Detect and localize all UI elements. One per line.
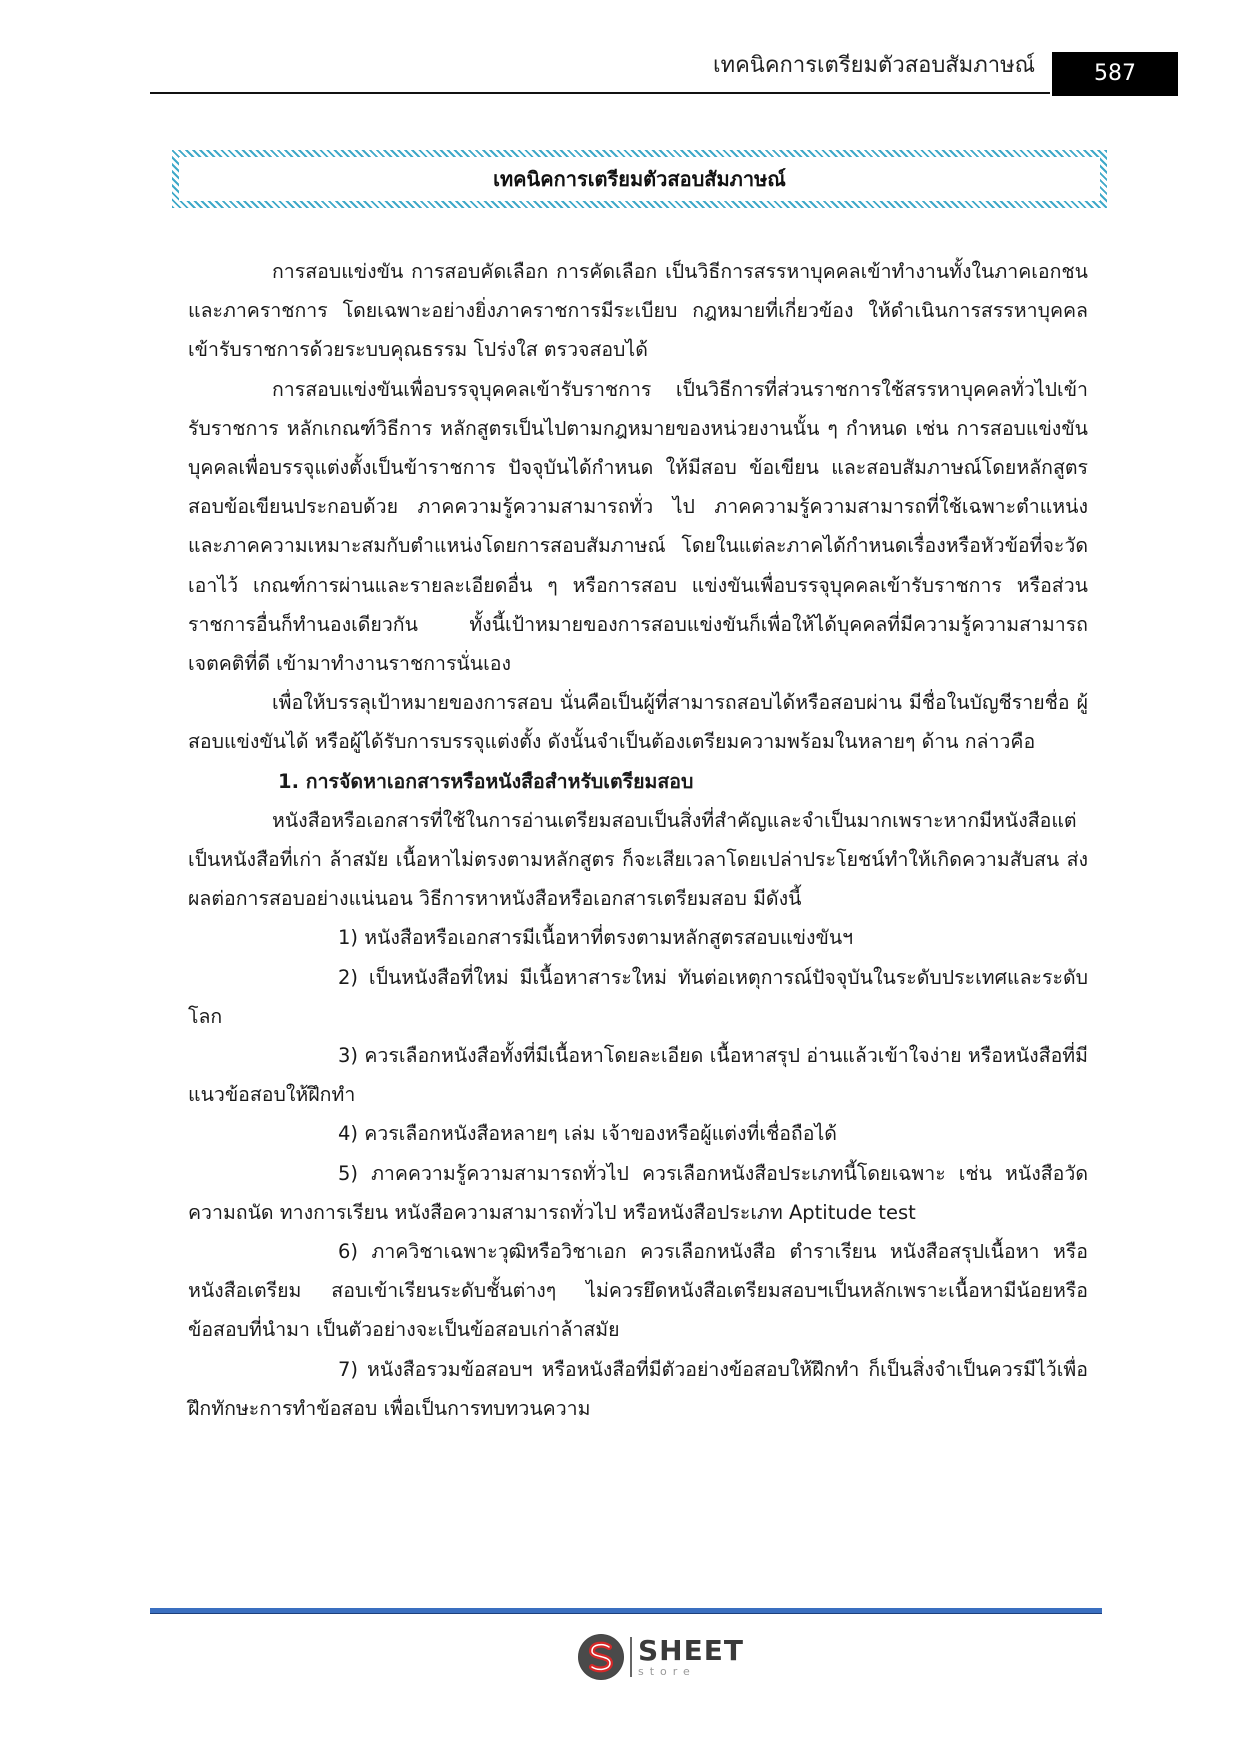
logo-text: SHEET [638,1634,744,1667]
list-item: 7) หนังสือรวมข้อสอบฯ หรือหนังสือที่มีตัวอย่างข้อสอบให้ฝึกทำ ก็เป็นสิ่งจำเป็นควรมีไว้เพื่อ ฝึกทักษะการทำข้อสอบ เพื่อเป็นการทบทวนความ [188,1357,1088,1420]
list-item: 5) ภาคความรู้ความสามารถทั่วไป ควรเลือกหนังสือประเภทนี้โดยเฉพาะ เช่น หนังสือวัดความถนัด ทางการเรียน หนังสือความสามารถทั่วไป หรือหนังสือประเภท Aptitude test [188,1161,1088,1224]
list-item: 6) ภาควิชาเฉพาะวุฒิหรือวิชาเอก ควรเลือกหนังสือ ตำราเรียน หนังสือสรุปเนื้อหา หรือหนังสือเตรียม สอบเข้าเรียนระดับชั้นต่างๆ ไม่ควรยึดหนังสือเตรียมสอบฯเป็นหลักเพราะเนื้อหามีน้อยหรือข้อสอบที่นำมา เป็นตัวอย่างจะเป็นข้อสอบเก่าล้าสมัย [188,1240,1088,1342]
logo-s-icon [578,1634,624,1680]
running-header-title: เทคนิคการเตรียมตัวสอบสัมภาษณ์ [713,53,1035,78]
list-item: 3) ควรเลือกหนังสือทั้งที่มีเนื้อหาโดยละเอียด เนื้อหาสรุป อ่านแล้วเข้าใจง่าย หรือหนังสือที่มีแนวข้อสอบให้ฝึกทำ [188,1044,1088,1107]
sheet-store-logo [578,1632,748,1682]
paragraph: การสอบแข่งขันเพื่อบรรจุบุคคลเข้ารับราชการ เป็นวิธีการที่ส่วนราชการใช้สรรหาบุคคลทั่วไปเข้ารับราชการ หลักเกณฑ์วิธีการ หลักสูตรเป็นไปตามกฎหมายของหน่วยงานนั้น ๆ กำหนด เช่น การสอบแข่งขันบุคคลเพื่อบรรจุแต่งตั้งเป็นข้าราชการ ปัจจุบันได้กำหนด ให้มีสอบ ข้อเขียน และสอบสัมภาษณ์โดยหลักสูตรสอบข้อเขียนประกอบด้วย ภาคความรู้ความสามารถทั่ว ไป ภาคความรู้ความสามารถที่ใช้เฉพาะตำแหน่ง และภาคความเหมาะสมกับตำแหน่งโดยการสอบสัมภาษณ์ โดยในแต่ละภาคได้กำหนดเรื่องหรือหัวข้อที่จะวัดเอาไว้ เกณฑ์การผ่านและรายละเอียดอื่น ๆ หรือการสอบ แข่งขันเพื่อบรรจุบุคคลเข้ารับราชการ หรือส่วนราชการอื่นก็ทำนองเดียวกัน ทั้งนี้เป้าหมายของการสอบแข่งขันก็เพื่อให้ได้บุคคลที่มีความรู้ความสามารถ เจตคติที่ดี เข้ามาทำงานราชการนั่นเอง [188,377,1088,676]
page-title: เทคนิคการเตรียมตัวสอบสัมภาษณ์ [493,167,786,191]
title-box [172,150,1107,208]
list-item: 4) ควรเลือกหนังสือหลายๆ เล่ม เจ้าของหรือผู้แต่งที่เชื่อถือได้ [338,1122,837,1146]
logo-divider [630,1637,632,1677]
logo-subtext: store [638,1665,696,1678]
list-item: 2) เป็นหนังสือที่ใหม่ มีเนื้อหาสาระใหม่ ทันต่อเหตุการณ์ปัจจุบันในระดับประเทศและระดับโลก [188,965,1088,1028]
header-rule [150,92,1050,94]
footer-rule [150,1608,1102,1614]
paragraph: การสอบแข่งขัน การสอบคัดเลือก การคัดเลือก เป็นวิธีการสรรหาบุคคลเข้าทำงานทั้งในภาคเอกชน และภาคราชการ โดยเฉพาะอย่างยิ่งภาคราชการมีระเบียบ กฎหมายที่เกี่ยวข้อง ให้ดำเนินการสรรหาบุคคล เข้ารับราชการด้วยระบบคุณธรรม โปร่งใส ตรวจสอบได้ [188,260,1088,362]
document-body [188,252,1088,1428]
section-intro: หนังสือหรือเอกสารที่ใช้ในการอ่านเตรียมสอบเป็นสิ่งที่สำคัญและจำเป็นมากเพราะหากมีหนังสือแต่ เป็นหนังสือที่เก่า ล้าสมัย เนื้อหาไม่ตรงตามหลักสูตร ก็จะเสียเวลาโดยเปล่าประโยชน์ทำให้เกิดความสับสน ส่งผลต่อการสอบอย่างแน่นอน วิธีการหาหนังสือหรือเอกสารเตรียมสอบ มีดังนี้ [188,808,1088,911]
paragraph: เพื่อให้บรรลุเป้าหมายของการสอบ นั่นคือเป็นผู้ที่สามารถสอบได้หรือสอบผ่าน มีชื่อในบัญชีรายชื่อ ผู้สอบแข่งขันได้ หรือผู้ได้รับการบรรจุแต่งตั้ง ดังนั้นจำเป็นต้องเตรียมความพร้อมในหลายๆ ด้าน กล่าวคือ [188,691,1088,754]
section-heading: 1. การจัดหาเอกสารหรือหนังสือสำหรับเตรียมสอบ [278,769,694,793]
page-number: 587 [1052,52,1178,96]
list-item: 1) หนังสือหรือเอกสารมีเนื้อหาที่ตรงตามหลักสูตรสอบแข่งขันฯ [338,926,854,950]
